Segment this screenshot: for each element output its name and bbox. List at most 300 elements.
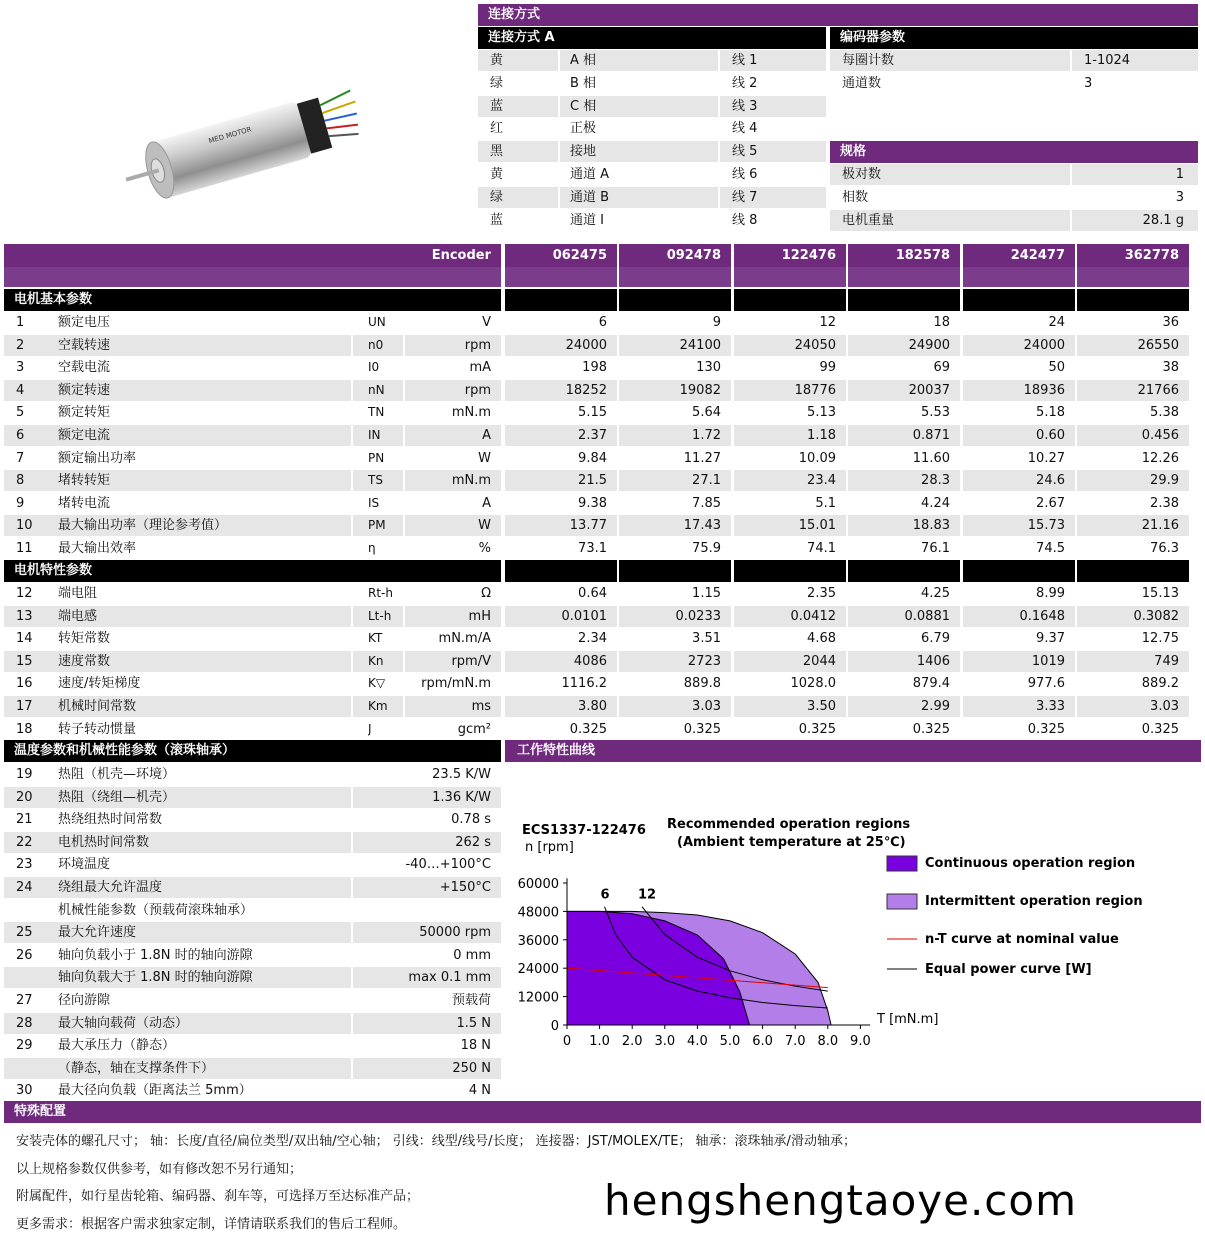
y-tick-label: 60000 [517, 877, 559, 892]
row-number: 4 [16, 382, 25, 398]
param-value: 4.68 [807, 631, 836, 647]
param-value: 0.325 [1141, 721, 1179, 737]
param-name: 最大轴向载荷（动态） [58, 1015, 189, 1031]
encoder-value: 3 [1084, 75, 1093, 91]
row-number: 8 [16, 473, 25, 489]
y-tick-label: 48000 [517, 905, 559, 921]
param-value: 2.38 [1150, 495, 1179, 511]
wire-function: 通道 B [560, 187, 718, 208]
param-value: 2723 [687, 653, 721, 669]
param-name: 热阻（绕组—机壳） [58, 789, 176, 805]
model-name: 062475 [505, 244, 617, 267]
chart-xlabel: T [mN.m] [877, 1012, 939, 1027]
param-value: 7.85 [692, 495, 721, 511]
param-name: 端电阻 [58, 586, 98, 601]
encoder-value: 1-1024 [1072, 50, 1198, 71]
y-tick-label: 36000 [517, 933, 559, 949]
param-unit: A [482, 495, 491, 511]
wire-number: 线 7 [720, 187, 826, 208]
model-name: 362778 [1077, 244, 1189, 267]
param-value: 4.25 [921, 586, 950, 601]
param-value: 4 N [468, 1083, 491, 1099]
model-black-band [505, 289, 617, 311]
param-value: 21766 [1137, 382, 1179, 398]
row-number: 3 [16, 360, 25, 376]
param-symbol: UN [368, 315, 386, 329]
param-value: 15.73 [1027, 518, 1065, 534]
legend-swatch [887, 894, 917, 909]
param-name: 空载转速 [58, 337, 111, 353]
wire-function: A 相 [560, 50, 718, 71]
param-symbol: I0 [368, 360, 380, 375]
param-value: 24000 [565, 337, 607, 353]
connection-title: 连接方式 [478, 4, 1198, 26]
model-band [848, 267, 960, 287]
encoder-header: Encoder [4, 244, 501, 267]
param-symbol: IN [368, 428, 381, 442]
param-value: 5.15 [578, 405, 607, 421]
row-number: 16 [16, 676, 33, 692]
param-value: 24100 [679, 337, 721, 353]
x-tick-label: 3.0 [654, 1034, 676, 1049]
model-name: 092478 [619, 244, 731, 267]
model-black-band [848, 560, 960, 582]
param-value: 0.325 [1027, 721, 1065, 737]
param-value: 12.75 [1141, 631, 1179, 647]
wire-color: 蓝 [490, 212, 504, 228]
x-tick-label: 2.0 [621, 1034, 643, 1049]
param-symbol: TN [368, 405, 385, 420]
param-unit: mN.m [451, 473, 491, 489]
param-value: 6.79 [921, 631, 950, 647]
param-name: 速度/转矩梯度 [58, 676, 141, 692]
param-unit: W [478, 518, 491, 534]
param-value: 29.9 [1150, 473, 1179, 489]
x-tick-label: 4.0 [687, 1034, 708, 1049]
param-value: 0.325 [912, 721, 950, 737]
param-value: 18776 [794, 382, 836, 398]
param-value: 18 [933, 315, 950, 330]
param-value: 2.35 [807, 586, 836, 601]
wire-color: 黄 [490, 167, 504, 182]
model-band [1077, 267, 1189, 287]
legend-label: Equal power curve [W] [925, 962, 1092, 977]
param-value: 198 [582, 360, 607, 376]
row-number: 20 [16, 789, 33, 805]
param-value: 0.871 [912, 428, 950, 443]
param-value: 13.77 [569, 518, 607, 534]
param-value: 24050 [794, 337, 836, 353]
param-unit: % [478, 541, 491, 556]
section3-title: 温度参数和机械性能参数（滚珠轴承） [4, 740, 501, 762]
chart-heading: Recommended operation regions [667, 817, 911, 832]
model-black-band [1077, 289, 1189, 311]
param-unit: mA [469, 360, 491, 376]
param-value: 1.72 [692, 428, 721, 443]
param-unit: rpm [464, 382, 491, 398]
row-number: 11 [16, 541, 33, 556]
param-symbol: Km [368, 699, 388, 713]
param-value: 12 [819, 315, 836, 330]
param-value: 1.5 N [456, 1015, 491, 1031]
param-value: 15.13 [1141, 586, 1179, 601]
param-value: 8.99 [1036, 586, 1065, 601]
param-symbol: n0 [368, 337, 384, 352]
wire-color: 黑 [478, 141, 558, 162]
wire-number: 线 2 [732, 75, 758, 91]
param-unit: A [482, 428, 491, 443]
param-value: 21.16 [1141, 518, 1179, 534]
wire-number: 线 6 [732, 167, 758, 182]
param-value: 18 N [460, 1038, 491, 1054]
wire-function: C 相 [560, 96, 718, 117]
param-value: 10.27 [1027, 450, 1065, 466]
header-band [4, 267, 501, 287]
param-symbol: J [368, 721, 372, 736]
wire-color: 绿 [478, 187, 558, 208]
row-number: 27 [16, 993, 33, 1008]
param-name: 热阻（机壳—环境） [58, 767, 176, 782]
param-value: 27.1 [692, 473, 721, 489]
param-symbol: Lt-h [368, 608, 392, 623]
param-name: 速度常数 [58, 653, 111, 669]
special-line: 更多需求：根据客户需求独家定制，详情请联系我们的售后工程师。 [16, 1216, 407, 1232]
wire-function: 接地 [560, 141, 718, 162]
param-value: 6 [598, 315, 607, 330]
param-value: 5.64 [692, 405, 721, 421]
param-value: 1019 [1031, 653, 1065, 669]
param-value: 0.0412 [790, 608, 836, 624]
param-value: max 0.1 mm [408, 970, 491, 986]
param-symbol: Rt-h [368, 586, 393, 600]
spec-value: 28.1 g [1072, 210, 1198, 231]
param-name: 机械时间常数 [58, 699, 137, 714]
param-symbol: PN [368, 450, 385, 465]
y-tick-label: 24000 [517, 962, 559, 978]
param-value: 23.4 [807, 473, 836, 489]
row-number: 1 [16, 315, 25, 330]
row-number: 2 [16, 337, 25, 353]
param-name: 绕组最大允许温度 [58, 880, 163, 895]
wire-color: 蓝 [478, 96, 558, 117]
param-value: 0 mm [453, 947, 491, 963]
param-value: 0.3082 [1133, 608, 1179, 624]
param-value: 24.6 [1036, 473, 1065, 489]
x-tick-label: 8.0 [817, 1034, 839, 1049]
row-number: 22 [16, 834, 33, 850]
param-value: 889.2 [1141, 676, 1179, 692]
param-name: 环境温度 [58, 857, 111, 873]
param-value: 74.1 [807, 541, 836, 556]
param-value: 3.03 [1150, 699, 1179, 714]
param-value: 3.51 [692, 631, 721, 647]
curve-title: 工作特性曲线 [505, 740, 1201, 762]
param-name: 额定电压 [58, 315, 111, 330]
param-value: 0.0881 [904, 608, 950, 624]
param-value: 9 [712, 315, 721, 330]
row-number: 6 [16, 428, 25, 443]
param-symbol: PM [368, 518, 386, 533]
param-unit: rpm/V [451, 653, 491, 669]
wire-number: 线 1 [720, 50, 826, 71]
encoder-label: 通道数 [842, 75, 882, 91]
param-name: 堵转电流 [58, 495, 111, 511]
power-curve-label: 12 [637, 887, 657, 903]
param-value: 3.33 [1036, 699, 1065, 714]
param-value: 4.24 [921, 495, 950, 511]
param-name: 额定转速 [58, 382, 111, 398]
param-value: 879.4 [912, 676, 950, 692]
legend-label: n-T curve at nominal value [925, 932, 1119, 947]
row-number: 29 [16, 1038, 33, 1054]
param-value: 73.1 [578, 541, 607, 556]
wire-function: B 相 [570, 75, 597, 91]
param-value: 36 [1162, 315, 1179, 330]
row-number: 12 [16, 586, 33, 601]
model-black-band [848, 289, 960, 311]
wire-function: 通道 A [570, 167, 610, 182]
param-value: 0.64 [578, 586, 607, 601]
param-value: 76.1 [921, 541, 950, 556]
wire-number: 线 8 [732, 212, 758, 228]
param-name: 最大输出功率（理论参考值） [58, 518, 228, 534]
power-curve-label: 6 [600, 887, 610, 903]
model-black-band [505, 560, 617, 582]
row-number [16, 967, 46, 988]
param-value: 23.5 K/W [432, 767, 491, 782]
param-value: 38 [1162, 360, 1179, 376]
param-name: 端电感 [58, 608, 98, 624]
param-name: 转子转动惯量 [58, 721, 137, 737]
wire-number: 线 4 [732, 121, 758, 137]
model-name: 242477 [963, 244, 1075, 267]
legend-label: Intermittent operation region [925, 894, 1143, 909]
spec-title: 规格 [830, 141, 1198, 163]
param-value: 5.18 [1036, 405, 1065, 421]
param-value: 0.78 s [451, 812, 491, 828]
param-value: 12.26 [1141, 450, 1179, 466]
param-name: 堵转转矩 [58, 473, 111, 489]
param-value: 18252 [565, 382, 607, 398]
param-value: 5.1 [815, 495, 836, 511]
param-value: 17.43 [683, 518, 721, 534]
param-value: 21.5 [578, 473, 607, 489]
param-value: 1.36 K/W [432, 789, 491, 805]
param-value: 1028.0 [790, 676, 836, 692]
legend-label: Continuous operation region [925, 856, 1136, 871]
param-name: 轴向负载大于 1.8N 时的轴向游隙 [58, 970, 253, 986]
param-value: 10.09 [798, 450, 836, 466]
param-value: 2.37 [578, 428, 607, 443]
param-unit: mH [468, 608, 491, 624]
param-value: 262 s [455, 834, 491, 850]
row-number: 13 [16, 608, 33, 624]
param-name: 机械性能参数（预载荷滚珠轴承） [58, 902, 254, 918]
special-line: 附属配件，如行星齿轮箱、编码器、刹车等，可选择万至达标准产品； [16, 1189, 420, 1204]
wire-function: 通道 I [570, 212, 604, 228]
param-value: -40…+100°C [405, 857, 491, 873]
param-value: 28.3 [921, 473, 950, 489]
watermark-domain: hengshengtaoye.com [604, 1176, 1078, 1225]
param-value: 18.83 [912, 518, 950, 534]
param-value: 130 [696, 360, 721, 376]
param-value: 9.37 [1036, 631, 1065, 647]
row-number: 21 [16, 812, 33, 828]
param-value [353, 900, 501, 921]
param-value: 1406 [916, 653, 950, 669]
row-number: 25 [16, 925, 33, 941]
spec-label: 电机重量 [830, 210, 1070, 231]
param-value: 0.0233 [675, 608, 721, 624]
param-name: 最大输出效率 [58, 541, 137, 556]
param-value: 2.67 [1036, 495, 1065, 511]
operation-region-chart [505, 765, 1201, 1095]
x-tick-label: 0 [562, 1034, 572, 1049]
row-number: 24 [16, 880, 33, 895]
param-symbol: IS [368, 495, 380, 510]
param-unit: mN.m/A [438, 631, 491, 647]
param-value: 977.6 [1027, 676, 1065, 692]
model-band [963, 267, 1075, 287]
param-value: 50000 rpm [419, 925, 491, 941]
row-number: 28 [16, 1015, 33, 1031]
param-symbol: nN [368, 382, 385, 397]
param-value: 0.0101 [561, 608, 607, 624]
param-symbol: Kn [368, 653, 384, 668]
param-value: 5.53 [921, 405, 950, 421]
param-name: 最大径向负载（距离法兰 5mm） [58, 1083, 252, 1099]
param-value: 75.9 [692, 541, 721, 556]
param-value: 74.5 [1036, 541, 1065, 556]
section2-title: 电机特性参数 [4, 560, 501, 582]
param-value: 2044 [802, 653, 836, 669]
param-name: 额定转矩 [58, 405, 111, 421]
param-unit: gcm² [457, 721, 491, 737]
spec-value: 1 [1072, 164, 1198, 185]
param-value: 3.50 [807, 699, 836, 714]
x-tick-label: 1.0 [589, 1034, 610, 1049]
row-number: 30 [16, 1083, 33, 1099]
param-value: 18936 [1023, 382, 1065, 398]
model-band [505, 267, 617, 287]
param-name: 空载电流 [58, 360, 111, 376]
row-number: 5 [16, 405, 25, 421]
param-value: 1116.2 [561, 676, 607, 692]
param-value: 9.84 [578, 450, 607, 466]
model-band [734, 267, 846, 287]
param-value: 11.27 [683, 450, 721, 466]
param-name: 转矩常数 [58, 631, 111, 647]
param-value: 24900 [908, 337, 950, 353]
param-name: 最大承压力（静态） [58, 1038, 176, 1054]
param-value: 0.325 [798, 721, 836, 737]
spec-value: 3 [1175, 189, 1184, 205]
param-value: 24 [1048, 315, 1065, 330]
model-black-band [963, 289, 1075, 311]
model-black-band [734, 560, 846, 582]
row-number [16, 1058, 46, 1079]
param-value: 1.18 [807, 428, 836, 443]
param-value: 3.80 [578, 699, 607, 714]
param-value: 预载荷 [451, 993, 491, 1008]
param-symbol: TS [368, 473, 383, 488]
spec-label: 相数 [842, 189, 869, 205]
x-tick-label: 5.0 [719, 1034, 741, 1049]
param-value: 11.60 [912, 450, 950, 466]
param-value: 0.456 [1141, 428, 1179, 443]
row-number: 15 [16, 653, 33, 669]
param-value: 99 [819, 360, 836, 376]
encoder-params-title: 编码器参数 [830, 27, 1198, 49]
model-black-band [734, 289, 846, 311]
wire-color: 红 [490, 121, 504, 137]
y-tick-label: 12000 [517, 990, 559, 1006]
model-black-band [619, 289, 731, 311]
section1-title: 电机基本参数 [4, 289, 501, 311]
param-name: 最大允许速度 [58, 925, 137, 941]
row-number: 10 [16, 518, 33, 534]
param-value: 26550 [1137, 337, 1179, 353]
y-tick-label: 0 [550, 1019, 559, 1034]
model-black-band [619, 560, 731, 582]
model-black-band [963, 560, 1075, 582]
encoder-label: 每圈计数 [830, 50, 1070, 71]
param-value: 69 [933, 360, 950, 376]
wire-color: 黄 [478, 50, 558, 71]
param-value: 19082 [679, 382, 721, 398]
param-value: 889.8 [683, 676, 721, 692]
legend-swatch [887, 856, 917, 871]
row-number: 9 [16, 495, 25, 511]
chart-subheading: (Ambient temperature at 25℃) [677, 835, 906, 850]
connection-subtitle: 连接方式 A [478, 27, 826, 49]
param-unit: V [482, 315, 491, 330]
param-name: （静态，轴在支撑条件下） [58, 1060, 215, 1076]
param-name: 电机热时间常数 [58, 834, 150, 850]
row-number: 23 [16, 857, 33, 873]
param-value: 1.15 [692, 586, 721, 601]
param-value: 250 N [452, 1060, 491, 1076]
model-name: 182578 [848, 244, 960, 267]
special-line: 安装壳体的螺孔尺寸； 轴：长度/直径/扁位类型/双出轴/空心轴； 引线：线型/线号/长度； 连接器：JST/MOLEX/TE； 轴承：滚珠轴承/滑动轴承； [16, 1134, 856, 1149]
param-value: 9.38 [578, 495, 607, 511]
row-number: 17 [16, 699, 33, 714]
param-value: 0.1648 [1019, 608, 1065, 624]
param-symbol: KT [368, 631, 383, 646]
param-name: 额定输出功率 [58, 450, 137, 466]
param-name: 轴向负载小于 1.8N 时的轴向游隙 [58, 947, 253, 963]
param-value: 5.38 [1150, 405, 1179, 421]
param-name: 热绕组热时间常数 [58, 812, 163, 828]
motor-product-image [60, 60, 440, 220]
param-value: 0.60 [1036, 428, 1065, 443]
param-unit: mN.m [451, 405, 491, 421]
param-symbol: K▽ [368, 676, 386, 691]
row-number: 7 [16, 450, 25, 466]
special-line: 以上规格参数仅供参考，如有修改恕不另行通知； [16, 1161, 303, 1177]
param-value: 24000 [1023, 337, 1065, 353]
param-name: 径向游隙 [58, 993, 111, 1008]
row-number: 14 [16, 631, 33, 647]
param-value: 76.3 [1150, 541, 1179, 556]
row-number [16, 900, 46, 921]
param-symbol: η [368, 541, 376, 555]
row-number: 26 [16, 947, 33, 963]
param-value: 2.99 [921, 699, 950, 714]
param-unit: Ω [481, 586, 491, 601]
spec-label: 极对数 [830, 164, 1070, 185]
model-black-band [1077, 560, 1189, 582]
